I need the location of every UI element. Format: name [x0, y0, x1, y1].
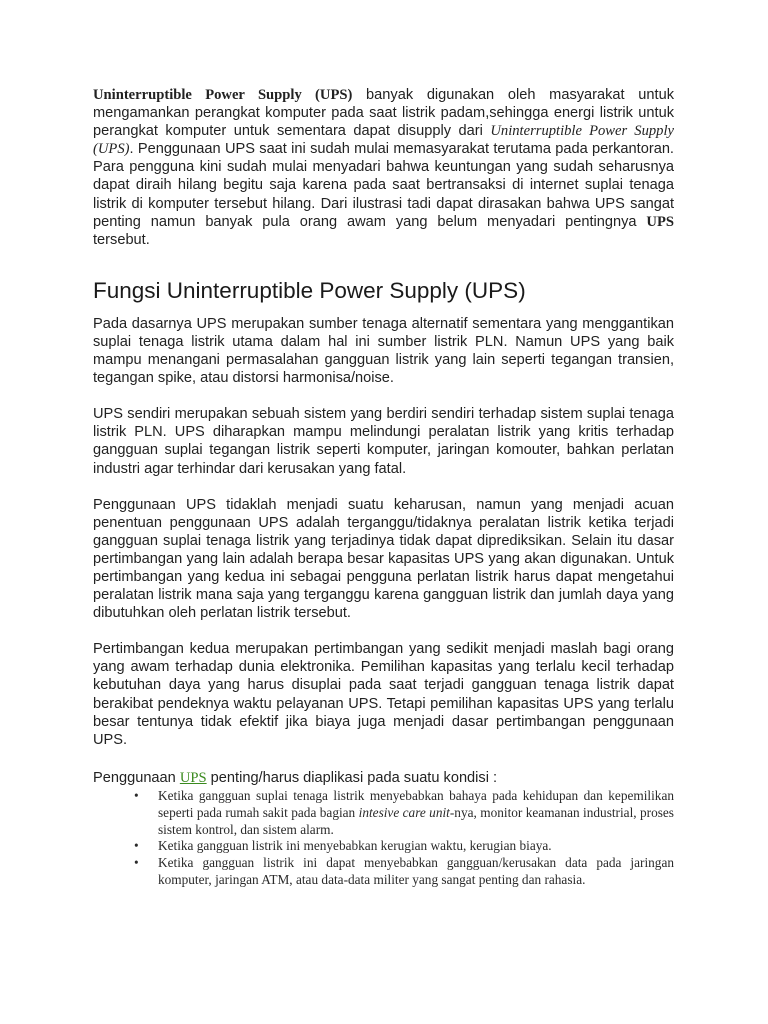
intro-text-2: . Penggunaan UPS saat ini sudah mulai memasyarakat terutama pada perkantoran. Para pengguna kini sudah mulai menyadari bahwa keuntungan yang sudah seharusnya dapat diraih hilang begitu saja karena pada saat bertransaksi di internet suplai tenaga listrik di komputer tersebut hilang. Dari ilustrasi tadi dapat dirasakan bahwa UPS sangat penting namun banyak pula orang awam yang belum menyadari pentingnya: [93, 141, 674, 230]
ups-bold: UPS: [646, 213, 674, 230]
section-heading: Fungsi Uninterruptible Power Supply (UPS): [93, 277, 526, 303]
paragraph-1: Pada dasarnya UPS merupakan sumber tenaga alternatif sementara yang menggantikan suplai tenaga listrik utama dalam hal ini sumber listrik PLN. Namun UPS yang baik mampu menangani permasalahan gangguan listrik yang lain seperti tegangan transien, tegangan spike, atau distorsi harmonisa/noise.: [93, 315, 674, 387]
paragraph-2: UPS sendiri merupakan sebuah sistem yang berdiri sendiri terhadap sistem suplai tenaga listrik PLN. UPS diharapkan mampu melindungi peralatan listrik yang kritis terhadap gangguan suplai tegangan listrik seperti komputer, jaringan komouter, bahkan perlatan industri agar terhindar dari kerusakan yang fatal.: [93, 406, 674, 477]
list-intro-before: Penggunaan: [93, 769, 180, 786]
paragraph-4: Pertimbangan kedua merupakan pertimbangan yang sedikit menjadi maslah bagi orang yang awam terhadap dunia elektronika. Pemilihan kapasitas yang terlalu kecil terhadap kebutuhan daya yang harus disuplai pada saat terjadi gangguan tenaga listrik dapat berakibat pendeknya waktu pelayanan UPS. Tetapi pemilihan kapasitas UPS yang terlalu besar tentunya tidak efektif jika biaya juga menjadi dasar pertimbangan penggunaan UPS.: [93, 641, 674, 748]
list-intro-after: penting/harus diaplikasi pada suatu kondisi :: [206, 769, 498, 786]
ups-term-bold: Uninterruptible Power Supply (UPS): [93, 87, 353, 103]
bullet-icon: •: [134, 855, 139, 871]
list-item: [134, 838, 674, 855]
bullet-2-text: Ketika gangguan listrik ini menyebabkan kerugian waktu, kerugian biaya.: [158, 838, 552, 854]
list-item: [134, 855, 674, 889]
bullet-icon: •: [134, 838, 139, 854]
bullet-1-before: Ketika gangguan suplai tenaga listrik menyebabkan bahaya pada kehidupan dan kepemilikan seperti pada rumah sakit pada bagian: [158, 787, 674, 820]
list-item: [134, 787, 674, 838]
intro-text-1: banyak digunakan oleh masyarakat untuk mengamankan perangkat komputer pada saat listrik padam,sehingga energi listrik untuk perangkat komputer untuk sementara dapat disupply dari: [93, 87, 674, 140]
ups-link[interactable]: UPS: [179, 769, 207, 786]
intro-text-3: tersebut.: [93, 231, 150, 248]
paragraph-3: Penggunaan UPS tidaklah menjadi suatu keharusan, namun yang menjadi acuan penentuan penggunaan UPS adalah terganggu/tidaknya peralatan listrik ketika terjadi gangguan suplai tenaga listrik yang terjadinya tidak dapat diprediksikan. Selain itu dasar pertimbangan yang lain adalah berapa besar kapasitas UPS yang akan digunakan. Untuk pertimbangan yang kedua ini sebagai pengguna perlatan listrik harus dapat mengetahui peralatan listrik mana saja yang terganggu karena gangguan listrik dan jumlah daya yang dibutuhkan oleh perlatan listrik tersebut.: [93, 496, 674, 622]
document-body: [93, 86, 674, 889]
intro-paragraph: [93, 86, 674, 249]
bullet-3-text: Ketika gangguan listrik ini dapat menyebabkan gangguan/kerusakan data pada jaringan komputer, jaringan ATM, atau data-data militer yang sangat penting dan rahasia.: [158, 855, 674, 887]
ups-term-italic: Uninterruptible Power Supply (UPS): [93, 123, 674, 158]
conditions-list: [93, 788, 674, 889]
bullet-1-after: -nya, monitor keamanan industrial, proses sistem kontrol, dan sistem alarm.: [158, 804, 674, 837]
list-intro: [93, 769, 674, 787]
bullet-icon: •: [134, 787, 139, 803]
bullet-1-italic: intesive care unit: [358, 804, 450, 820]
